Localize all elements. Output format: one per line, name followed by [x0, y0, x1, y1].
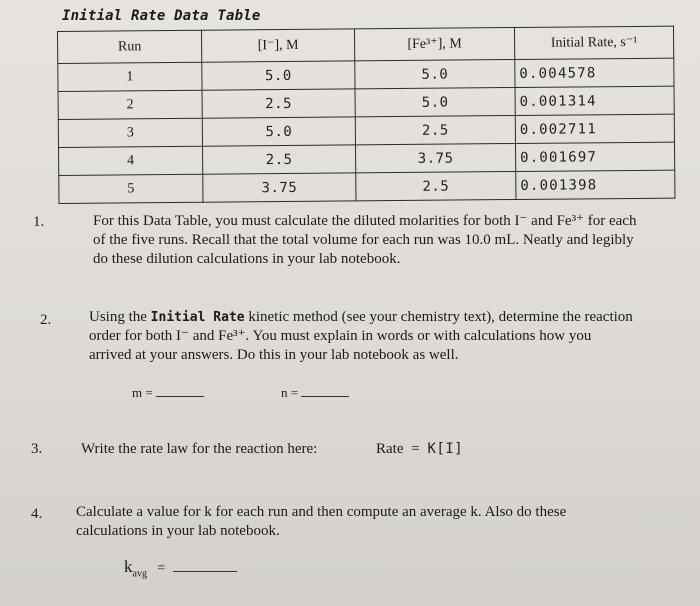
header-iron: [Fe³⁺], M: [354, 28, 514, 61]
k-label: k: [124, 557, 133, 576]
header-initial-rate: Initial Rate, s⁻¹: [514, 26, 673, 59]
n-blank[interactable]: [301, 396, 349, 397]
k-equals: =: [157, 561, 166, 576]
question-2-line-1: [89, 308, 669, 327]
iron-cell: 2.5: [356, 172, 516, 201]
question-4-line-2: calculations in your lab notebook.: [76, 523, 280, 539]
question-2-line-2: order for both I⁻ and Fe³⁺. You must explain in words or with calculations how you: [89, 328, 592, 344]
k-average-blank[interactable]: [173, 571, 237, 572]
question-2-text: [89, 308, 669, 365]
page-title: Initial Rate Data Table: [62, 8, 261, 24]
iron-cell: 3.75: [356, 144, 516, 173]
rate-cell: 0.001398: [516, 170, 675, 199]
rate-cell: 0.001314: [515, 86, 674, 115]
question-1-line-2: of the five runs. Recall that the total volume for each run was 10.0 mL. Neatly and legibly: [93, 232, 634, 248]
question-3-number: 3.: [31, 441, 43, 457]
question-2-line-1-post: kinetic method (see your chemistry text), determine the reaction: [248, 309, 633, 325]
run-cell: 3: [58, 118, 202, 147]
m-blank[interactable]: [156, 396, 204, 397]
iron-cell: 5.0: [355, 88, 515, 117]
question-2-line-1-bold: Initial Rate: [150, 310, 245, 325]
iodide-cell: 3.75: [203, 173, 356, 202]
rate-equals: =: [411, 441, 420, 457]
question-4-line-1: Calculate a value for k for each run and then compute an average k. Also do these: [76, 504, 567, 520]
run-cell: 2: [58, 90, 202, 119]
iodide-cell: 5.0: [202, 61, 355, 90]
k-average-field: [124, 557, 237, 583]
n-label: n =: [281, 385, 299, 400]
question-1-number: 1.: [33, 214, 45, 230]
rate-label: Rate: [376, 441, 404, 457]
m-order-field: [132, 383, 204, 402]
n-order-field: [281, 383, 349, 402]
question-2-line-3: arrived at your answers. Do this in your lab notebook as well.: [89, 347, 459, 363]
question-1-line-3: do these dilution calculations in your lab notebook.: [93, 251, 401, 267]
k-subscript: avg: [132, 568, 147, 580]
rate-law-answer: K[I]: [427, 441, 464, 457]
rate-cell: 0.002711: [515, 114, 674, 143]
question-2-number: 2.: [40, 312, 52, 328]
rate-cell: 0.001697: [515, 142, 674, 171]
iron-cell: 2.5: [355, 116, 515, 145]
iodide-cell: 2.5: [202, 89, 355, 118]
header-run: Run: [58, 30, 202, 63]
question-1-line-1: For this Data Table, you must calculate the diluted molarities for both I⁻ and Fe³⁺ for each: [93, 213, 637, 229]
run-cell: 1: [58, 62, 202, 91]
iodide-cell: 5.0: [202, 117, 355, 146]
table-row: [59, 170, 675, 203]
run-cell: 5: [59, 174, 203, 203]
question-4-text: [76, 503, 676, 541]
rate-cell: 0.004578: [515, 58, 674, 87]
rate-law-field: [376, 440, 463, 459]
question-4-number: 4.: [31, 506, 43, 522]
table-header-row: [58, 26, 674, 63]
initial-rate-table: [57, 26, 675, 204]
question-3-text: Write the rate law for the reaction here:: [81, 441, 318, 457]
header-iodide: [I⁻], M: [201, 29, 354, 62]
question-2-line-1-pre: Using the: [89, 309, 147, 325]
iron-cell: 5.0: [355, 60, 515, 89]
m-label: m =: [132, 385, 153, 400]
run-cell: 4: [59, 146, 203, 175]
iodide-cell: 2.5: [203, 145, 356, 174]
question-1-text: [93, 212, 673, 269]
